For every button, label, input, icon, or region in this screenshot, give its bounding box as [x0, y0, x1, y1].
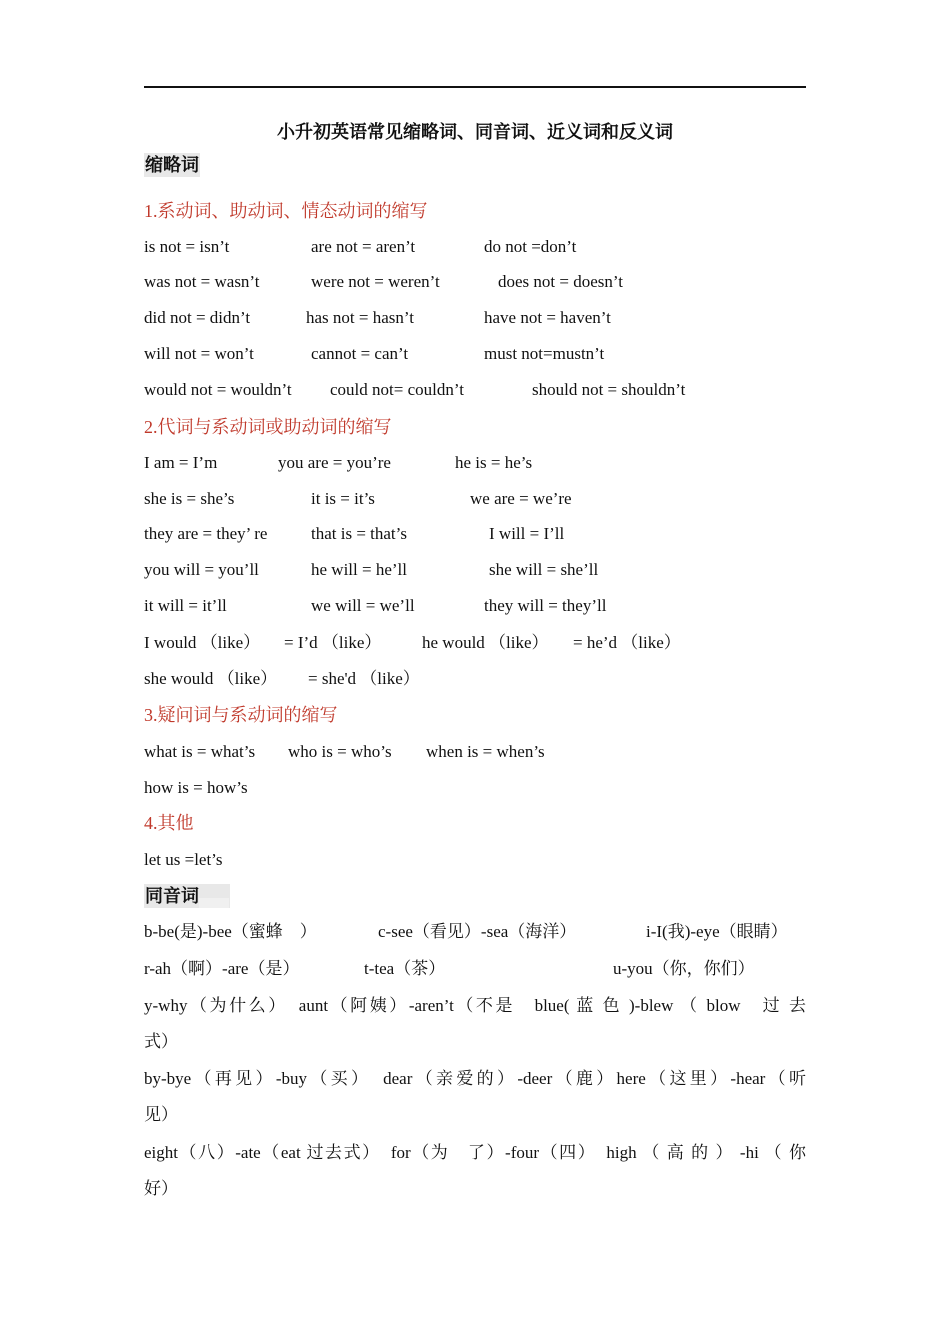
contraction-row-6: I am = I’m you are = you’re he is = he’s — [144, 453, 533, 472]
homophone-row-2: r-ah（啊）-are（是） t-tea（茶） u-you（你，你们） — [144, 959, 755, 978]
subheading-question-contractions: 3.疑问词与系动词的缩写 — [144, 705, 338, 725]
contraction-row-5: would not = wouldn’t could not= couldn’t should not = shouldn’t — [144, 380, 686, 399]
contraction-row-13: what is = what’s who is = who’s when is = when’s — [144, 742, 545, 761]
contraction-row-2: was not = wasn’t were not = weren’t does not = doesn’t — [144, 272, 623, 291]
section-heading-homophones: 同音词 — [144, 884, 230, 908]
contraction-row-15: let us =let’s — [144, 850, 223, 869]
homophone-paragraph-2: by-bye（再见）-buy（买） dear（亲爱的）-deer（鹿）here（这里）-hear（听 见） — [144, 1069, 806, 1124]
homophone-paragraph-1: y-why（为什么） aunt（阿姨）-aren’t（不是 blue( 蓝 色 )-blew （ blow 过 去 式） — [144, 996, 806, 1051]
homophone-row-1: b-be(是)-bee（蜜蜂 ） c-see（看见）-sea（海洋） i-I(我)-eye（眼睛） — [144, 922, 788, 941]
subheading-other: 4.其他 — [144, 813, 194, 833]
contraction-row-14: how is = how’s — [144, 778, 248, 797]
header-rule — [144, 86, 806, 88]
contraction-row-10: it will = it’ll we will = we’ll they will = they’ll — [144, 596, 607, 615]
contraction-row-4: will not = won’t cannot = can’t must not=mustn’t — [144, 344, 605, 363]
contraction-row-12: she would （like） = she'd （like） — [144, 669, 420, 688]
heading-highlight-tail — [199, 898, 229, 908]
contraction-row-8: they are = they’ re that is = that’s I will = I’ll — [144, 524, 565, 543]
section-heading-abbreviations: 缩略词 — [145, 155, 199, 175]
subheading-pronoun-contractions: 2.代词与系动词或助动词的缩写 — [144, 417, 392, 437]
homophone-paragraph-3: eight（八）-ate（eat 过去式） for（为 了）-four（四） high （ 高 的 ） -hi （ 你 好） — [144, 1143, 806, 1198]
page-title: 小升初英语常见缩略词、同音词、近义词和反义词 — [277, 122, 673, 142]
contraction-row-7: she is = she’s it is = it’s we are = we’re — [144, 489, 572, 508]
contraction-row-1: is not = isn’t are not = aren’t do not =don’t — [144, 237, 577, 256]
contraction-row-3: did not = didn’t has not = hasn’t have not = haven’t — [144, 308, 611, 327]
contraction-row-9: you will = you’ll he will = he’ll she will = she’ll — [144, 560, 599, 579]
contraction-row-11: I would （like） = I’d （like） he would （like） = he’d （like） — [144, 633, 681, 652]
subheading-verb-contractions: 1.系动词、助动词、情态动词的缩写 — [144, 201, 428, 221]
